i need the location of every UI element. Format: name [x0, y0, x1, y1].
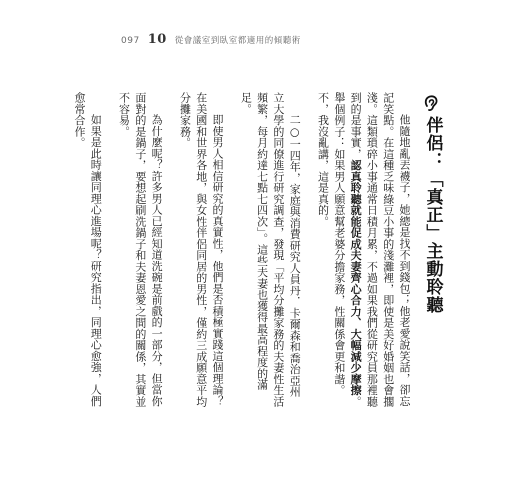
paragraph-5: 如果是此時讓同理心進場呢？研究指出，同理心愈強，人們愈常合作。 — [72, 92, 103, 407]
paragraph-spacer — [302, 92, 314, 408]
paragraph-2: 二○一四年，家庭與消費研究人員丹．卡爾森和喬治亞州立大學的同僚進行研究調查，發現「平均分攤家務的夫妻性生活頻繁，每月約達七點七四次」。這些夫妻也獲得最高程度的滿足。 — [239, 92, 302, 407]
chapter-number: 10 — [147, 32, 167, 47]
section-title: 伴侶：「真正」主動聆聽 — [422, 116, 443, 314]
paragraph-spacer — [164, 92, 176, 408]
paragraph-4: 為什麼呢？許多男人已經知道洗碗是前戲的一部分，但當你面對的是鍋子，要想起刷洗鍋子和夫妻恩愛之間的關係，其實並不容易。 — [117, 92, 164, 407]
body-text — [72, 92, 412, 408]
paragraph-1-text-a: 他隨地亂丟襪子，她總是找不到錢包；他老愛說笑話，卻忘記笑點。在這種乏味綠豆小事的淺灘裡，即使是美好婚姻也會擱淺。這類瑣碎小事通常日積月累，不過如果我們從研究員那裡聽到的是事實， — [349, 92, 411, 407]
chapter-title: 從會議室到臥室都適用的傾聽術 — [174, 36, 301, 46]
paragraph-1-bold: 認真聆聽就能促成夫妻齊心合力、大幅減少摩擦 — [349, 159, 363, 396]
paragraph-1 — [314, 92, 412, 408]
paragraph-spacer — [103, 92, 115, 408]
paragraph-3: 即使男人相信研究的真實性，他們是否積極實踐這個理論？在美國和世界各地，與女性伴侶同居的男性，僅約三成願意平均分攤家務。 — [178, 92, 225, 407]
paragraph-spacer — [225, 92, 237, 408]
ear-icon — [425, 94, 441, 112]
page-number: 097 — [121, 36, 140, 46]
section-heading — [419, 94, 447, 354]
running-header — [121, 32, 301, 48]
paragraph-1-text-b: 。舉個例子：如果男人願意幫老婆分擔家務，性關係會更和諧。不，我沒亂講，這是真的。 — [316, 92, 363, 407]
